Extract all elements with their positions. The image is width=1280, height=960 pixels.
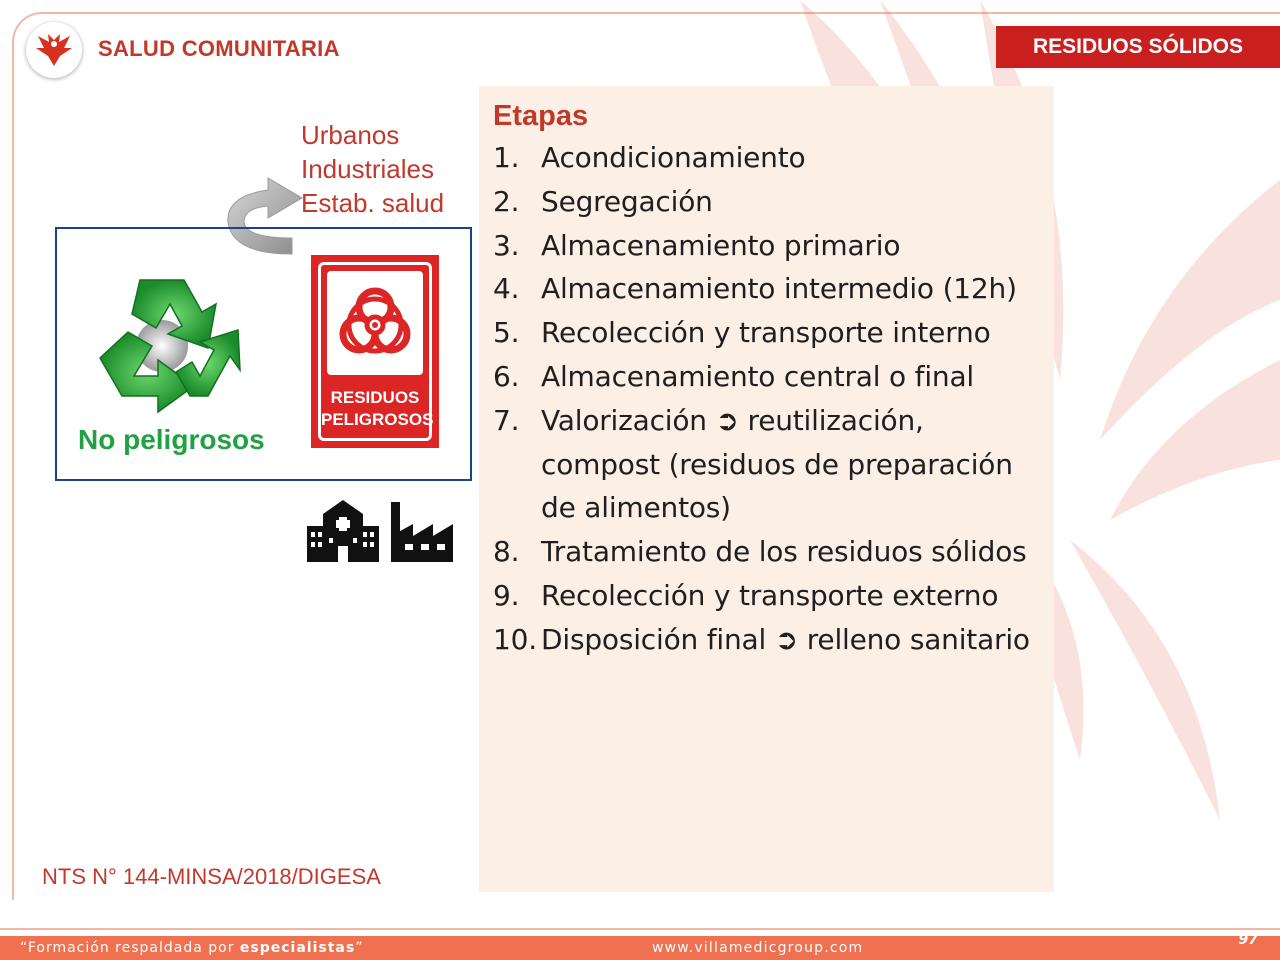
stage-number: 3.: [493, 228, 520, 262]
stage-item: [493, 180, 1040, 224]
brand-logo: [26, 22, 82, 78]
stage-text: Almacenamiento central o final: [541, 359, 974, 393]
stage-item: [493, 618, 1040, 662]
stage-text: Segregación: [541, 184, 713, 218]
stage-number: 8.: [493, 535, 520, 569]
footer-slogan-bold: especialistas: [239, 940, 356, 956]
footer-slogan-suffix: ”: [355, 940, 364, 956]
factory-icon: [389, 498, 455, 564]
stage-item: [493, 574, 1040, 618]
stages-title: Etapas: [493, 100, 589, 132]
footer-slogan-prefix: “Formación respaldada por: [20, 940, 240, 956]
stage-item: [493, 136, 1040, 180]
stage-number: 7.: [493, 403, 520, 437]
page-number: 97: [1238, 932, 1258, 948]
phoenix-logo-icon: [34, 32, 74, 68]
stage-number: 10.: [493, 622, 537, 656]
stage-number: 6.: [493, 359, 520, 393]
stage-number: 4.: [493, 272, 520, 306]
stage-text: Acondicionamiento: [541, 141, 806, 174]
hazard-sign-line2: PELIGROSOS: [321, 410, 434, 429]
page-header-title: SALUD COMUNITARIA: [98, 36, 340, 61]
stages-panel: [479, 86, 1054, 892]
normative-reference: NTS N° 144-MINSA/2018/DIGESA: [42, 864, 381, 889]
stage-item: [493, 399, 1040, 530]
footer-bar: [0, 932, 1280, 960]
stage-number: 5.: [493, 316, 520, 350]
stage-text: Valorización ➲ reutilización, compost (residuos de preparación de alimentos): [541, 403, 1013, 525]
frame-left-line: [12, 40, 14, 900]
stage-text: Almacenamiento primario: [541, 228, 901, 262]
hospital-icon: [305, 498, 381, 564]
stage-number: 9.: [493, 578, 520, 612]
stage-text: Tratamiento de los residuos sólidos: [541, 535, 1027, 569]
footer-divider: [0, 928, 1280, 930]
stage-text: Disposición final ➲ relleno sanitario: [541, 622, 1030, 656]
origin-item: Industriales: [301, 154, 434, 184]
non-hazardous-label: No peligrosos: [78, 424, 265, 455]
stage-text: Almacenamiento intermedio (12h): [541, 272, 1017, 306]
stage-item: [493, 224, 1040, 268]
stage-text: Recolección y transporte externo: [541, 578, 999, 612]
stage-item: [493, 530, 1040, 574]
origin-item: Urbanos: [301, 120, 400, 150]
section-badge: RESIDUOS SÓLIDOS: [996, 26, 1280, 68]
biohazard-icon: [333, 281, 417, 365]
stage-number: 1.: [493, 141, 520, 174]
stage-item: [493, 267, 1040, 311]
footer-slogan: [20, 940, 363, 956]
stage-text: Recolección y transporte interno: [541, 316, 991, 350]
recycle-icon: [80, 262, 244, 422]
hazardous-waste-sign: [311, 255, 439, 448]
footer-website-link[interactable]: www.villamedicgroup.com: [652, 940, 864, 956]
hazard-sign-line1: RESIDUOS: [330, 388, 420, 407]
source-icons: [305, 498, 455, 564]
origin-item: Estab. salud: [301, 188, 445, 218]
waste-origin-list: [301, 118, 444, 220]
stage-item: [493, 311, 1040, 355]
stage-number: 2.: [493, 184, 520, 218]
stage-item: [493, 355, 1040, 399]
